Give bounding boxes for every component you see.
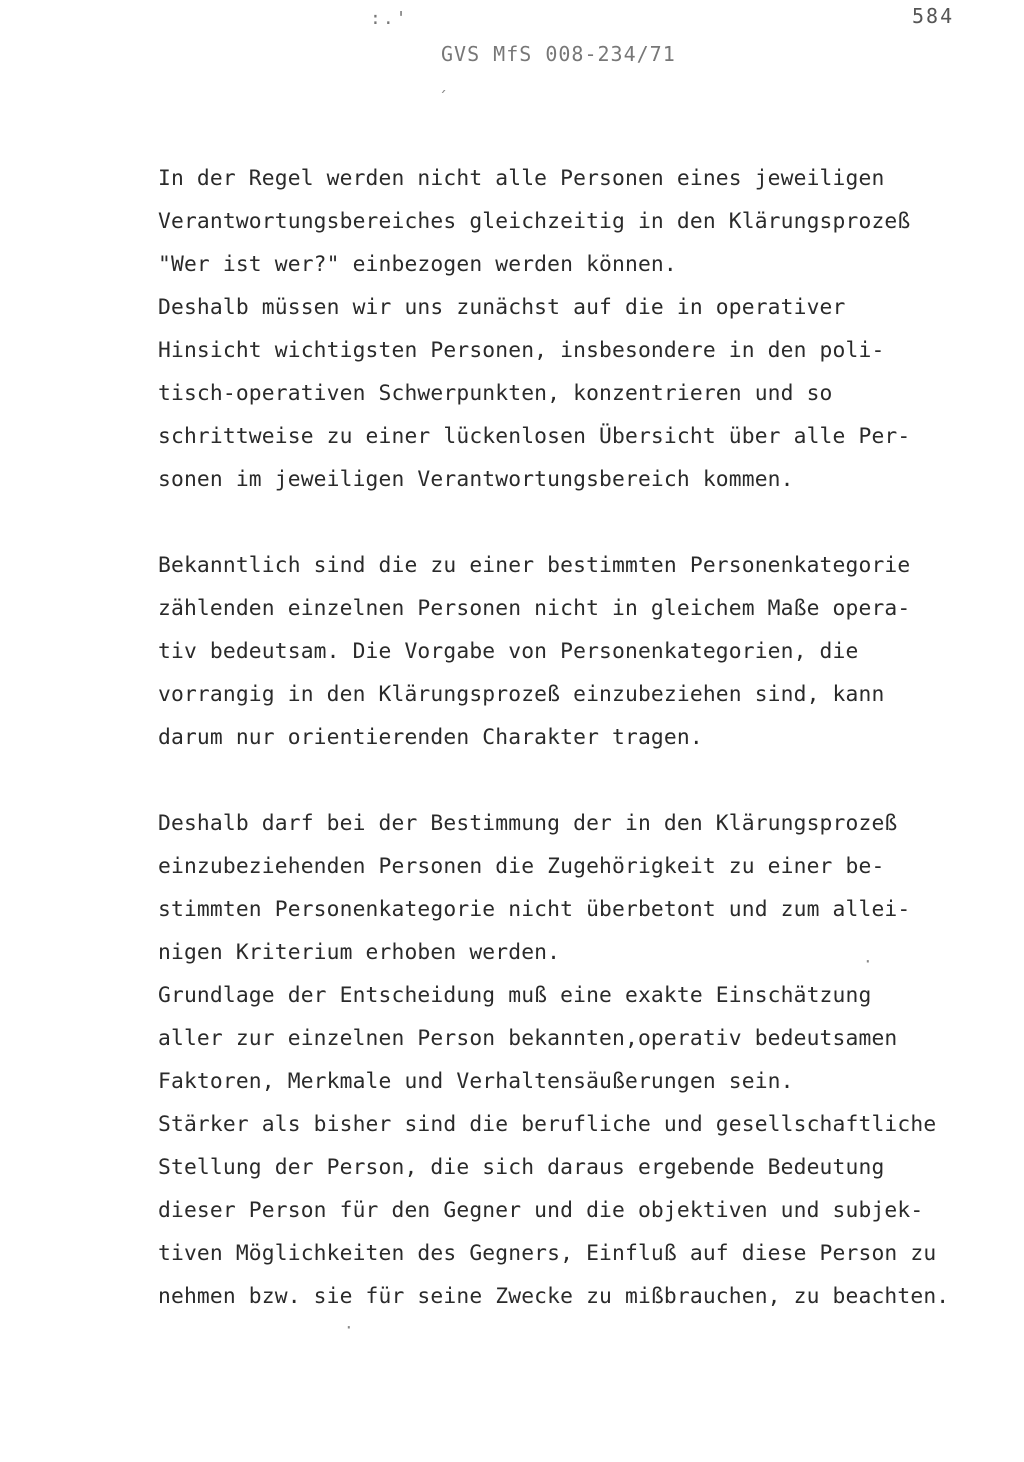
page-number: 584 (912, 4, 955, 28)
paragraph (158, 802, 978, 1318)
paragraph (158, 157, 978, 501)
text-line: nigen Kriterium erhoben werden. (158, 940, 561, 965)
paragraph (158, 544, 978, 759)
text-line: Bekanntlich sind die zu einer bestimmten Personenkategorie (158, 553, 911, 578)
text-line: aller zur einzelnen Person bekannten,operativ bedeutsamen (158, 1026, 898, 1051)
stray-mark: · (863, 952, 873, 971)
stray-mark: · (344, 1318, 354, 1337)
text-line: Deshalb müssen wir uns zunächst auf die in operativer (158, 295, 846, 320)
text-line: sonen im jeweiligen Verantwortungsbereich kommen. (158, 467, 794, 492)
document-reference-header: GVS MfS 008-234/71 (441, 42, 676, 66)
text-line: vorrangig in den Klärungsprozeß einzubeziehen sind, kann (158, 682, 885, 707)
text-line: Verantwortungsbereiches gleichzeitig in den Klärungsprozeß (158, 209, 911, 234)
text-line: Deshalb darf bei der Bestimmung der in den Klärungsprozeß (158, 811, 898, 836)
text-line: Stellung der Person, die sich daraus ergebende Bedeutung (158, 1155, 885, 1180)
text-line: schrittweise zu einer lückenlosen Übersicht über alle Per- (158, 424, 911, 449)
text-line: Stärker als bisher sind die berufliche und gesellschaftliche (158, 1112, 937, 1137)
text-line: "Wer ist wer?" einbezogen werden können. (158, 252, 677, 277)
text-line: tiven Möglichkeiten des Gegners, Einfluß auf diese Person zu (158, 1241, 937, 1266)
text-line: Hinsicht wichtigsten Personen, insbesondere in den poli- (158, 338, 885, 363)
body-text (158, 157, 978, 1318)
stray-mark: ´ (438, 88, 448, 107)
text-line: tiv bedeutsam. Die Vorgabe von Personenkategorien, die (158, 639, 859, 664)
text-line: Faktoren, Merkmale und Verhaltensäußerungen sein. (158, 1069, 794, 1094)
text-line: zählenden einzelnen Personen nicht in gleichem Maße opera- (158, 596, 911, 621)
text-line: In der Regel werden nicht alle Personen eines jeweiligen (158, 166, 885, 191)
text-line: einzubeziehenden Personen die Zugehörigkeit zu einer be- (158, 854, 885, 879)
text-line: nehmen bzw. sie für seine Zwecke zu mißbrauchen, zu beachten. (158, 1284, 950, 1309)
top-margin-mark: :.' (370, 8, 409, 29)
text-line: tisch-operativen Schwerpunkten, konzentrieren und so (158, 381, 833, 406)
text-line: stimmten Personenkategorie nicht überbetont und zum allei- (158, 897, 911, 922)
text-line: darum nur orientierenden Charakter tragen. (158, 725, 703, 750)
text-line: dieser Person für den Gegner und die objektiven und subjek- (158, 1198, 924, 1223)
text-line: Grundlage der Entscheidung muß eine exakte Einschätzung (158, 983, 872, 1008)
